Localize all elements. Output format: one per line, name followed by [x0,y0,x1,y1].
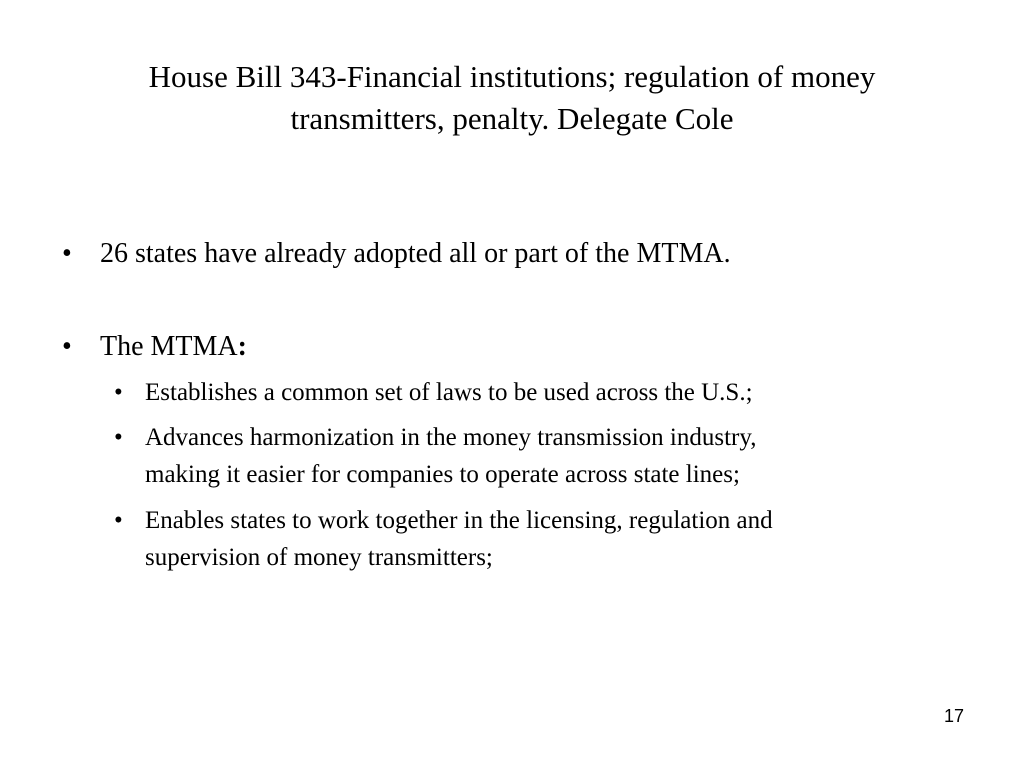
bullet-marker: • [62,238,72,269]
bullet-text-wrapper [100,331,247,363]
bullet-colon: : [237,331,247,362]
bullet-marker: • [62,331,72,362]
sub-bullet-marker: • [114,424,123,451]
sub-bullet-marker: • [114,507,123,534]
sub-bullet-text: Advances harmonization in the money transmission industry, making it easier for companies to operate across state lines; [145,424,757,488]
sub-bullet-marker: • [114,379,123,406]
page-number: 17 [943,706,964,726]
bullet-text: The MTMA [100,331,238,362]
slide-title [60,56,964,140]
sub-bullet-text: Enables states to work together in the licensing, regulation and supervision of money transmitters; [145,507,773,571]
sub-bullet-text: Establishes a common set of laws to be used across the U.S.; [145,379,753,406]
slide-title-line-2: transmitters, penalty. Delegate Cole [290,101,734,136]
slide-title-line-1: House Bill 343-Financial institutions; regulation of money [148,59,876,94]
bullet-text: 26 states have already adopted all or part of the MTMA. [100,238,731,269]
